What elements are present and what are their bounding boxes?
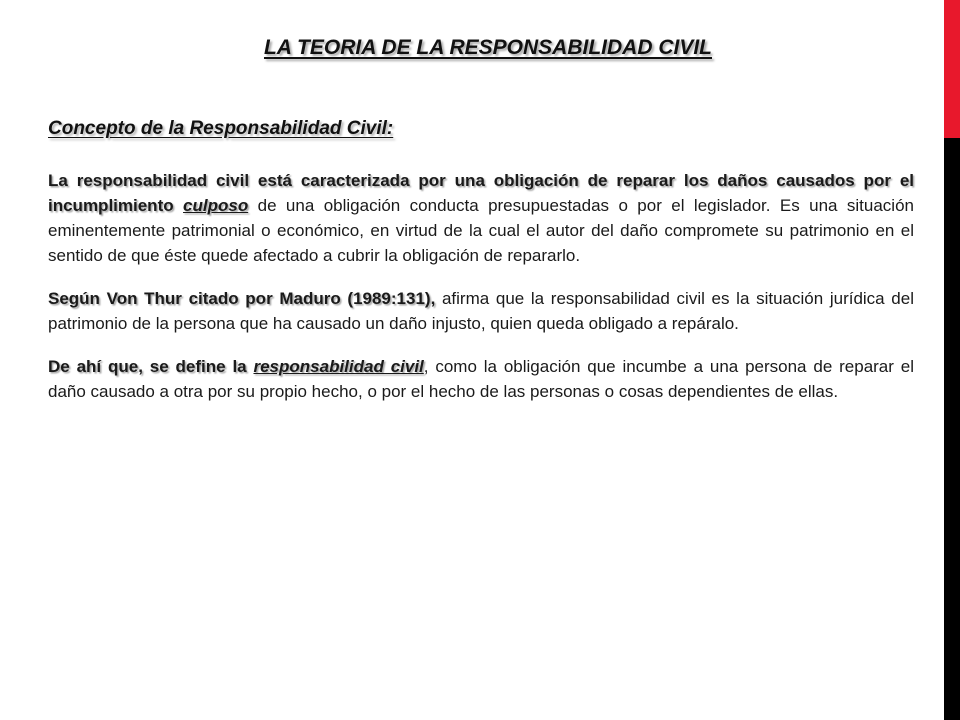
paragraph-definition-lead: De ahí que, se define la [48, 357, 254, 376]
paragraph-von-thur [48, 286, 914, 336]
paragraph-concept-body: de una obligación conducta presupuestadas o por el legislador. Es una situación eminentemente patrimonial o económico, en virtud de la cual el autor del daño compromete su patrimonio en el sentido de que éste quede afectado a cubrir la obligación de repararlo. [48, 196, 914, 265]
accent-bar-black [944, 138, 960, 720]
paragraph-concept-lead: La responsabilidad civil está caracterizada por una obligación de reparar los daños causados por el incumplimiento [48, 171, 914, 215]
section-subtitle: Concepto de la Responsabilidad Civil: [48, 118, 394, 139]
paragraph-concept-emphasis: culposo [183, 196, 249, 215]
slide-title: LA TEORIA DE LA RESPONSABILIDAD CIVIL [263, 36, 712, 59]
paragraph-von-thur-lead: Según Von Thur citado por Maduro (1989:131), [48, 289, 436, 308]
paragraph-von-thur-body: afirma que la responsabilidad civil es la situación jurídica del patrimonio de la persona que ha causado un daño injusto, quien queda obligado a repáralo. [48, 289, 914, 333]
slide-content [48, 118, 914, 422]
paragraph-definition-body: , como la obligación que incumbe a una persona de reparar el daño causado a otra por su propio hecho, o por el hecho de las personas o cosas dependientes de ellas. [48, 357, 914, 401]
paragraph-definition [48, 354, 914, 404]
paragraph-definition-emphasis: responsabilidad civil [253, 357, 424, 376]
accent-bar-red [944, 0, 960, 138]
paragraph-concept [48, 168, 914, 268]
